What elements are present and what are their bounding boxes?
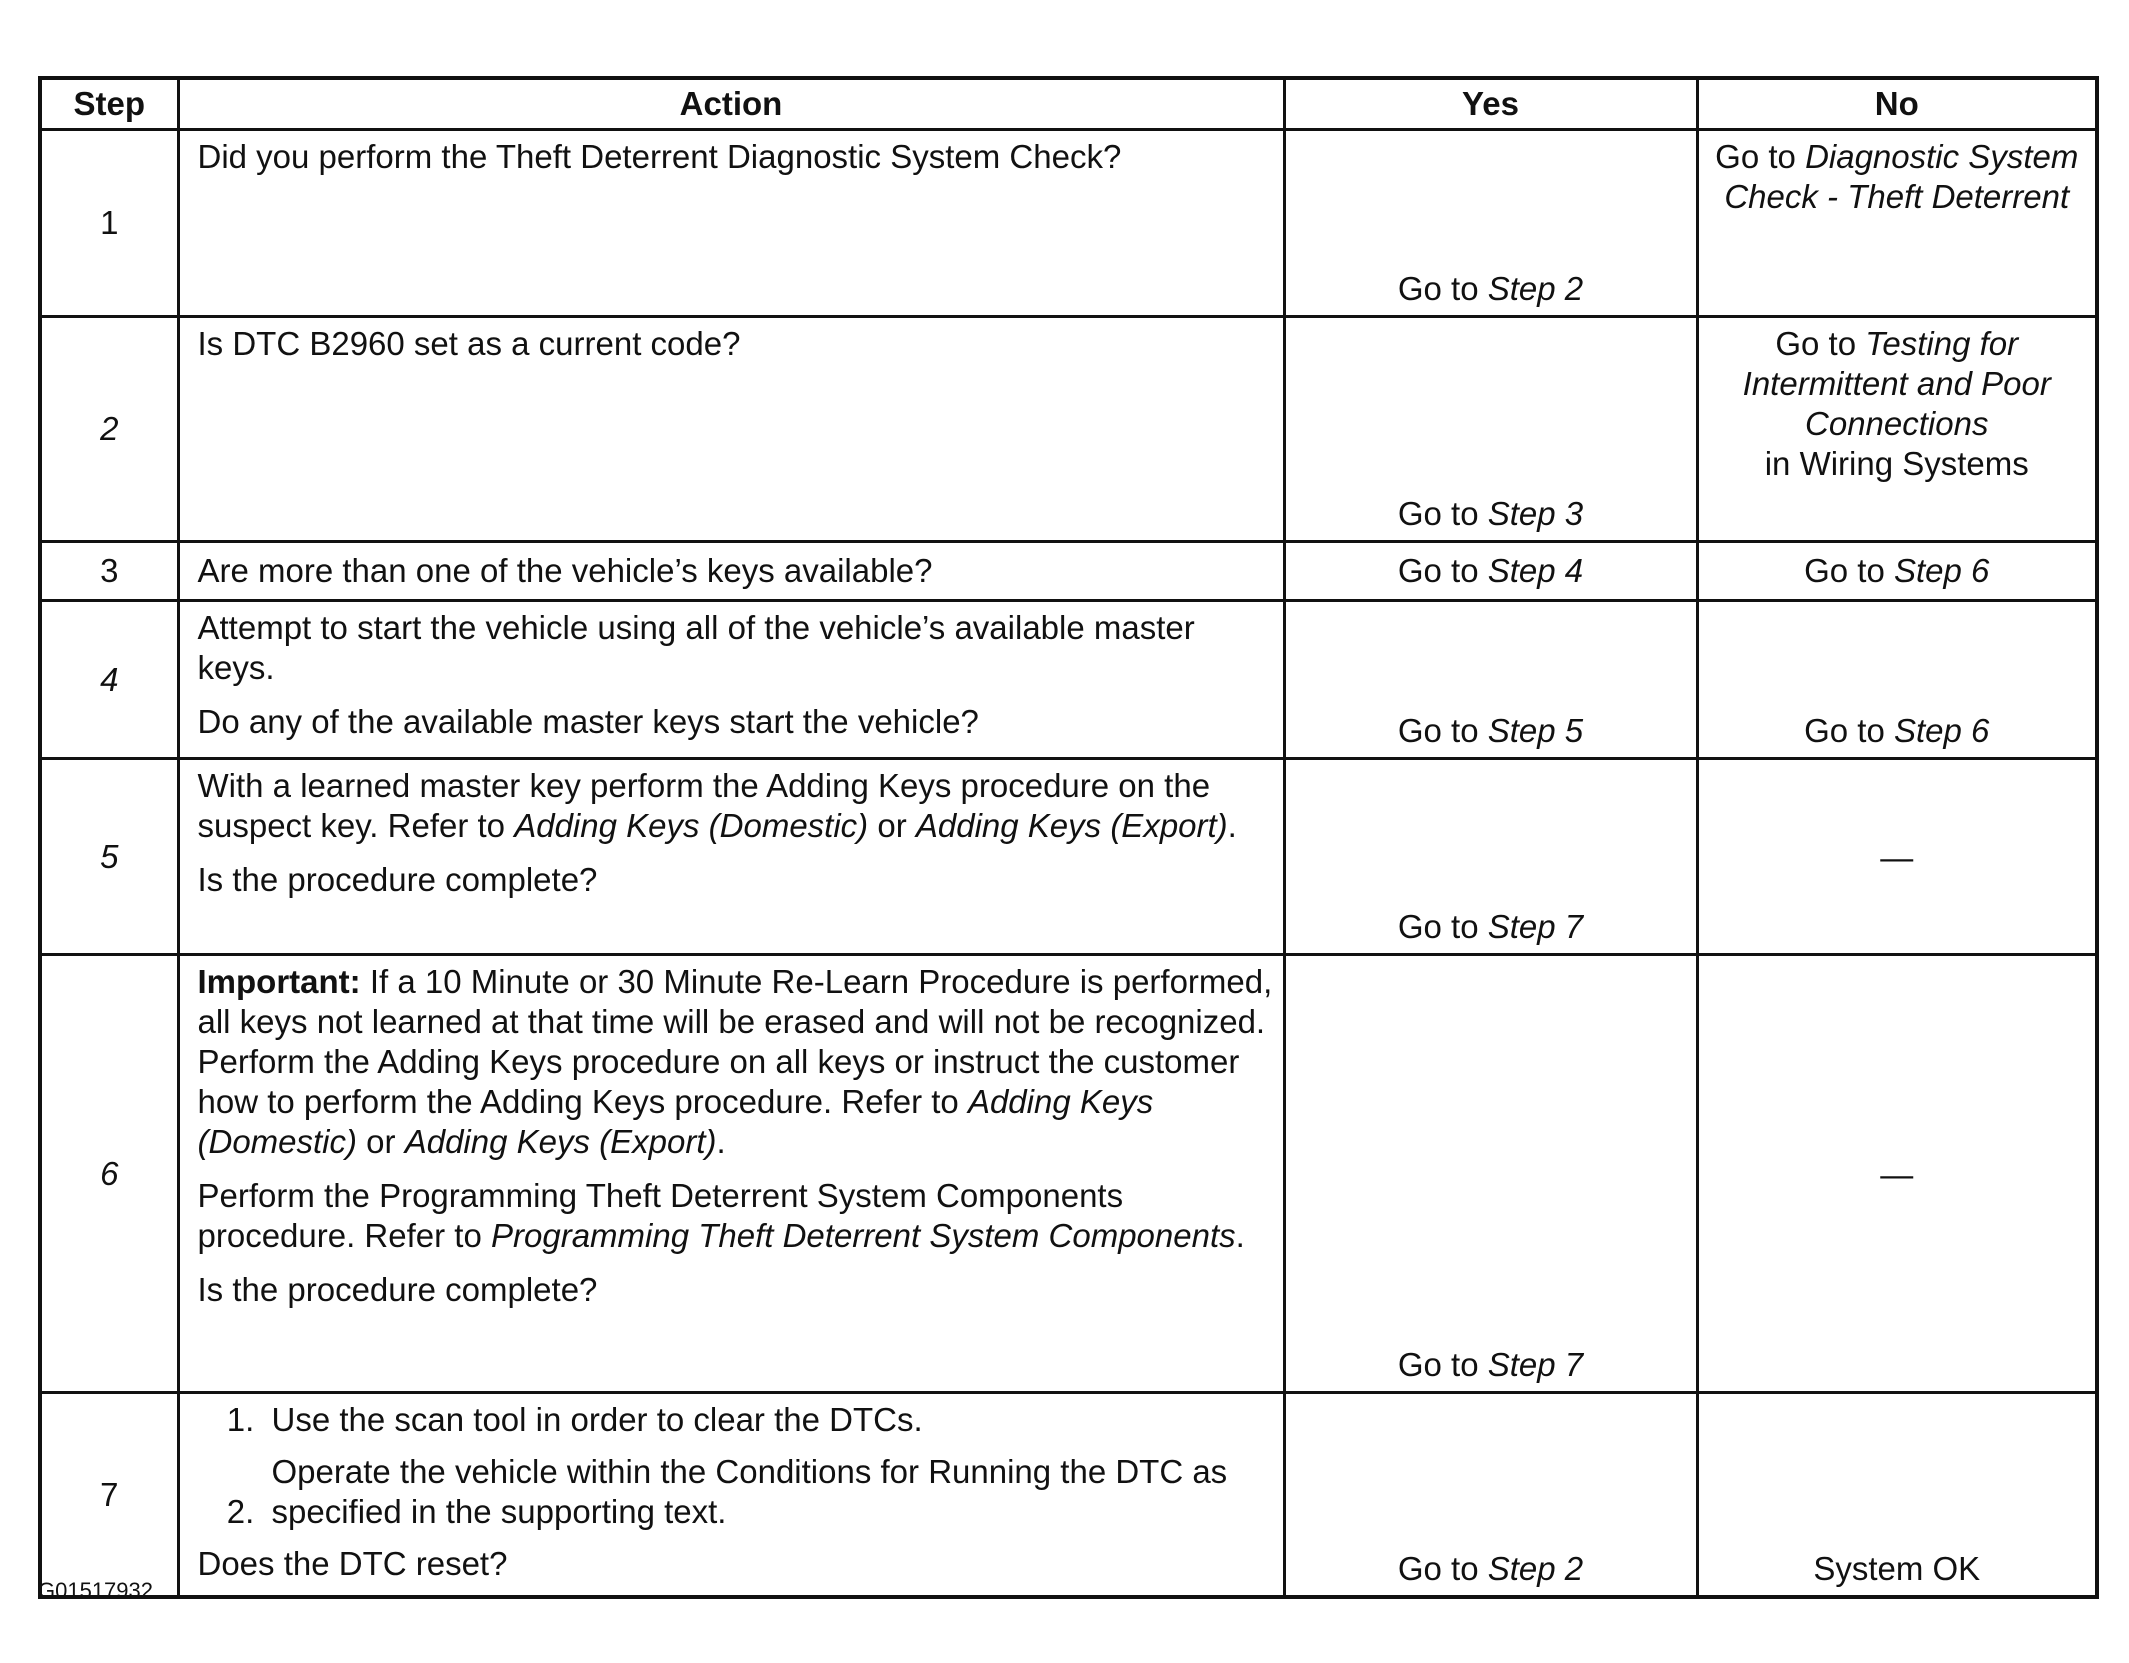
reference-link[interactable]: Adding Keys (Domestic): [197, 1083, 1154, 1160]
list-item: 2. Operate the vehicle within the Conditions for Running the DTC as specified in the supporting text.: [264, 1452, 1273, 1532]
header-row: [40, 78, 2097, 130]
no-cell: [1697, 1393, 2097, 1598]
table-row: [40, 317, 2097, 542]
header-action: Action: [178, 78, 1284, 130]
action-text-part: .: [716, 1123, 726, 1160]
action-cell: [178, 601, 1284, 759]
yes-prefix: Go to: [1397, 1346, 1488, 1383]
no-dash: —: [1880, 838, 1914, 876]
diagnostic-table: [38, 76, 2099, 1599]
yes-step-link[interactable]: Step 2: [1487, 270, 1584, 307]
yes-step-link[interactable]: Step 4: [1487, 552, 1584, 589]
no-prefix: Go to: [1775, 325, 1866, 362]
action-text: [198, 766, 1273, 846]
no-prefix: Go to: [1804, 712, 1894, 749]
action-text-part: With a learned master key perform the Adding Keys procedure on the suspect key. Refer to: [197, 767, 1211, 844]
important-note: [198, 962, 1273, 1162]
reference-link[interactable]: Adding Keys (Domestic): [514, 807, 869, 844]
no-reference-link[interactable]: Testing for Intermittent and Poor Connections: [1742, 325, 2051, 442]
no-prefix: Go to: [1715, 138, 1806, 175]
reference-link[interactable]: Programming Theft Deterrent System Components: [491, 1217, 1236, 1254]
yes-step-link[interactable]: Step 2: [1487, 1550, 1584, 1587]
yes-cell: [1284, 317, 1697, 542]
reference-link[interactable]: Adding Keys (Export): [915, 807, 1228, 844]
no-step-link[interactable]: Step 6: [1893, 712, 1990, 749]
table-row: [40, 542, 2097, 601]
yes-prefix: Go to: [1397, 1550, 1488, 1587]
yes-prefix: Go to: [1397, 552, 1488, 589]
action-text: Are more than one of the vehicle’s keys available?: [197, 552, 933, 589]
step-number: 6: [40, 955, 178, 1393]
action-question: Does the DTC reset?: [197, 1545, 508, 1582]
action-question: Do any of the available master keys start the vehicle?: [197, 703, 979, 740]
action-cell: [178, 1393, 1284, 1598]
no-cell: [1697, 601, 2097, 759]
reference-link[interactable]: Adding Keys (Export): [404, 1123, 717, 1160]
table-row: [40, 601, 2097, 759]
yes-cell: [1284, 542, 1697, 601]
yes-cell: [1284, 1393, 1697, 1598]
table-row: [40, 130, 2097, 317]
no-suffix: in Wiring Systems: [1764, 445, 2029, 482]
numbered-list: [198, 1400, 1273, 1532]
yes-cell: [1284, 130, 1697, 317]
yes-cell: [1284, 955, 1697, 1393]
important-label: Important:: [197, 963, 361, 1000]
action-text-part: .: [1235, 1217, 1245, 1254]
table-row: [40, 1393, 2097, 1598]
header-no: No: [1697, 78, 2097, 130]
important-text: If a 10 Minute or 30 Minute Re-Learn Procedure is performed, all keys not learned at that time will be erased and will not be recognized. Perform the Adding Keys procedure on all keys or instruct the customer how to perform the Adding Keys procedure. Refer to: [197, 963, 1273, 1120]
step-number: 1: [40, 130, 178, 317]
action-cell: [178, 317, 1284, 542]
table-row: [40, 955, 2097, 1393]
no-cell: [1697, 542, 2097, 601]
yes-prefix: Go to: [1397, 270, 1488, 307]
step-number: 5: [40, 759, 178, 955]
list-item: 1. Use the scan tool in order to clear the DTCs.: [264, 1400, 1273, 1440]
action-question: Is the procedure complete?: [197, 861, 598, 898]
figure-id: G01517932: [38, 1578, 153, 1603]
action-text-part: or: [357, 1123, 405, 1160]
no-dash: —: [1880, 1155, 1914, 1193]
header-yes: Yes: [1284, 78, 1697, 130]
yes-step-link[interactable]: Step 5: [1487, 712, 1584, 749]
yes-prefix: Go to: [1397, 495, 1488, 532]
action-question: Is the procedure complete?: [197, 1271, 598, 1308]
step-number: 3: [40, 542, 178, 601]
action-cell: [178, 130, 1284, 317]
no-cell: [1697, 317, 2097, 542]
yes-prefix: Go to: [1397, 908, 1488, 945]
yes-cell: [1284, 601, 1697, 759]
no-cell: [1697, 955, 2097, 1393]
yes-step-link[interactable]: Step 3: [1487, 495, 1584, 532]
action-cell: [178, 542, 1284, 601]
action-cell: [178, 955, 1284, 1393]
action-text-part: or: [868, 807, 916, 844]
action-text-part: .: [1227, 807, 1237, 844]
action-text-part: Perform the Programming Theft Deterrent System Components procedure. Refer to: [197, 1177, 1124, 1254]
no-cell: [1697, 130, 2097, 317]
yes-step-link[interactable]: Step 7: [1487, 1346, 1584, 1383]
table-row: [40, 759, 2097, 955]
action-text: Did you perform the Theft Deterrent Diagnostic System Check?: [197, 138, 1122, 175]
action-text: Is DTC B2960 set as a current code?: [197, 325, 741, 362]
yes-prefix: Go to: [1397, 712, 1488, 749]
step-number: 7: [40, 1393, 178, 1598]
no-reference-link[interactable]: Diagnostic System Check - Theft Deterrent: [1724, 138, 2079, 215]
step-number: 4: [40, 601, 178, 759]
system-ok-text: System OK: [1813, 1550, 1981, 1587]
action-cell: [178, 759, 1284, 955]
action-text: [198, 1176, 1273, 1256]
yes-cell: [1284, 759, 1697, 955]
step-number: 2: [40, 317, 178, 542]
yes-step-link[interactable]: Step 7: [1487, 908, 1584, 945]
no-step-link[interactable]: Step 6: [1893, 552, 1990, 589]
action-text: Attempt to start the vehicle using all of the vehicle’s available master keys.: [197, 609, 1195, 686]
no-cell: [1697, 759, 2097, 955]
header-step: Step: [40, 78, 178, 130]
no-prefix: Go to: [1804, 552, 1894, 589]
